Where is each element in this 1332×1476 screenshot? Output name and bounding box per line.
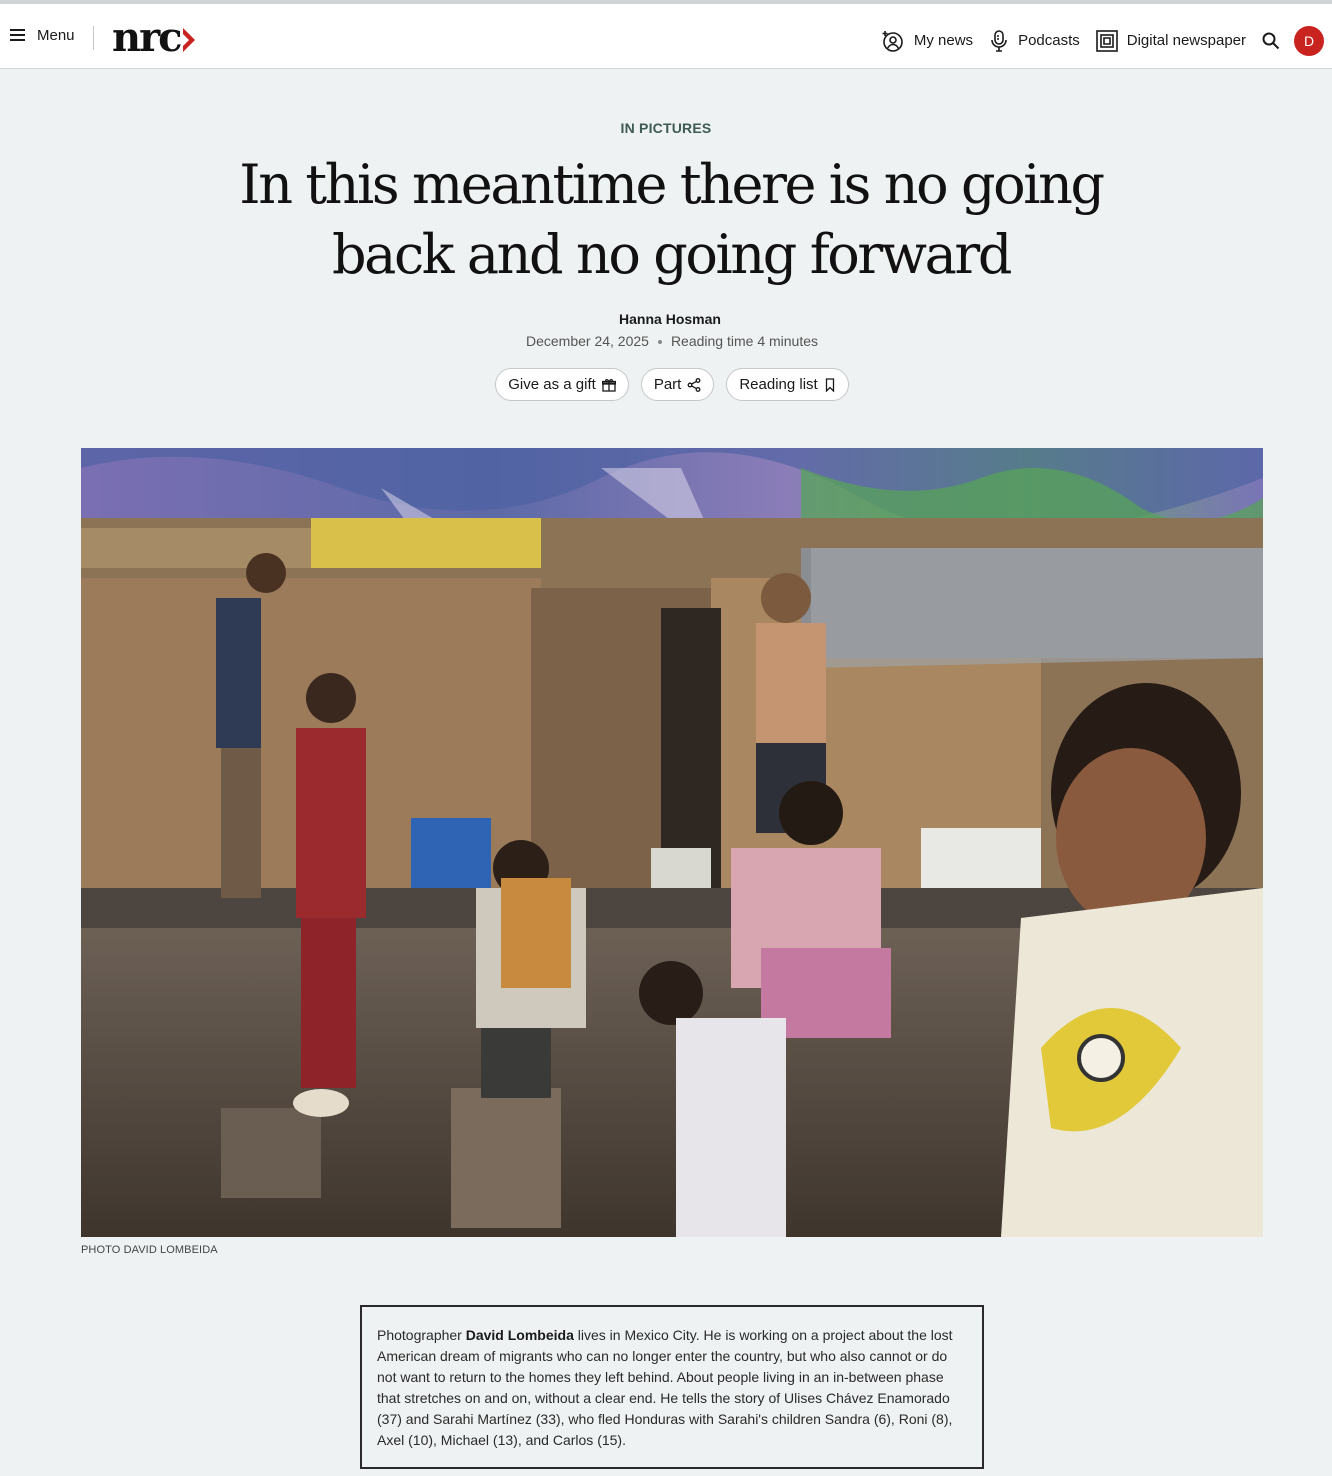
- user-avatar[interactable]: D: [1294, 26, 1324, 56]
- share-button[interactable]: [641, 368, 715, 401]
- logo-chevron-icon: [182, 28, 196, 52]
- menu-label: Menu: [37, 26, 75, 44]
- figure-girl-red: [293, 673, 366, 1117]
- article-photo: [81, 448, 1263, 1237]
- article-title: In this meantime there is no going back and no going forward: [239, 153, 1103, 286]
- article-author[interactable]: Hanna Hosman: [619, 311, 721, 327]
- search-icon: [1262, 32, 1280, 50]
- article-actions: [0, 368, 1332, 401]
- nrc-logo[interactable]: [112, 14, 196, 61]
- newspaper-icon: [1096, 30, 1118, 52]
- photo-illustration: [81, 448, 1263, 1237]
- nav-podcasts[interactable]: [989, 29, 1080, 53]
- intro-box: [360, 1305, 984, 1469]
- nav-digital-newspaper-label: Digital newspaper: [1126, 32, 1246, 49]
- site-header: [0, 4, 1332, 69]
- photo-credit: PHOTO DAVID LOMBEIDA: [81, 1244, 218, 1256]
- intro-photographer-name: David Lombeida: [465, 1327, 574, 1343]
- gift-label: Give as a gift: [508, 376, 596, 393]
- reading-time: Reading time 4 minutes: [670, 333, 819, 349]
- nav-my-news[interactable]: [881, 29, 973, 53]
- microphone-icon: [989, 29, 1009, 53]
- search-button[interactable]: [1262, 32, 1280, 50]
- bookmark-icon: [824, 378, 836, 392]
- article-date: December 24, 2025: [525, 333, 649, 349]
- menu-button[interactable]: [10, 20, 75, 50]
- meta-dot: [658, 340, 662, 344]
- intro-text: lives in Mexico City. He is working on a project about the lost American dream of migrants who can no longer enter the country, but who also cannot or do not want to return to the homes they left behind. About people living in an in-between phase that stretches on and on, without a clear end. He tells the story of Ulises Chávez Enamorado (37) and Sarahi Martínez (33), who fled Honduras with Sarahi's children Sandra (6), Roni (8), Axel (10), Michael (13), and Carlos (15).: [377, 1327, 953, 1448]
- my-news-icon: [881, 29, 905, 53]
- intro-prefix: Photographer: [377, 1327, 466, 1343]
- article-kicker: IN PICTURES: [620, 120, 712, 136]
- share-icon: [687, 378, 701, 392]
- share-label: Part: [653, 376, 682, 393]
- reading-list-button[interactable]: [726, 368, 848, 401]
- nav-my-news-label: My news: [913, 32, 974, 49]
- hamburger-icon: [10, 29, 25, 41]
- logo-text: nrc: [112, 14, 181, 61]
- top-nav: [881, 8, 1332, 73]
- nav-podcasts-label: Podcasts: [1018, 32, 1080, 49]
- header-divider: [93, 26, 94, 50]
- nav-digital-newspaper[interactable]: [1096, 30, 1246, 52]
- article-meta: [0, 333, 1332, 349]
- gift-button[interactable]: [495, 368, 629, 401]
- reading-list-label: Reading list: [739, 376, 818, 393]
- gift-icon: [602, 378, 616, 392]
